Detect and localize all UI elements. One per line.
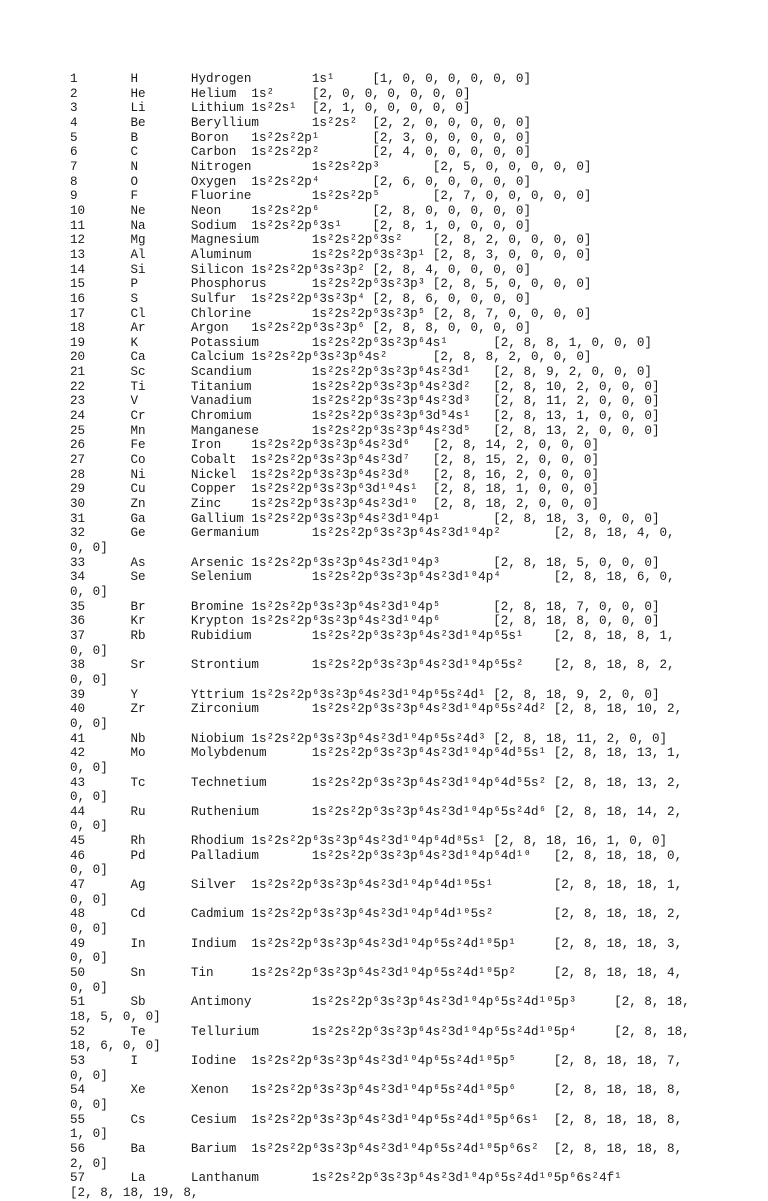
text-line: 12 Mg Magnesium 1s²2s²2p⁶3s² [2, 8, 2, 0, 0, 0, 0]	[70, 233, 592, 248]
text-line: 2 He Helium 1s² [2, 0, 0, 0, 0, 0, 0]	[70, 86, 471, 101]
text-line: 14 Si Silicon 1s²2s²2p⁶3s²3p² [2, 8, 4, 0, 0, 0, 0]	[70, 262, 532, 277]
text-line: 18 Ar Argon 1s²2s²2p⁶3s²3p⁶ [2, 8, 8, 0, 0, 0, 0]	[70, 321, 532, 336]
text-line: 24 Cr Chromium 1s²2s²2p⁶3s²3p⁶3d⁵4s¹ [2, 8, 13, 1, 0, 0, 0]	[70, 409, 660, 424]
text-line: 8 O Oxygen 1s²2s²2p⁴ [2, 6, 0, 0, 0, 0, 0]	[70, 174, 532, 189]
text-line: 54 Xe Xenon 1s²2s²2p⁶3s²3p⁶4s²3d¹⁰4p⁶5s²4d¹⁰5p⁶ [2, 8, 18, 18, 8, 0, 0]	[70, 1083, 690, 1112]
text-line: 51 Sb Antimony 1s²2s²2p⁶3s²3p⁶4s²3d¹⁰4p⁶5s²4d¹⁰5p³ [2, 8, 18, 18, 5, 0, 0]	[70, 995, 698, 1024]
text-line: 1 H Hydrogen 1s¹ [1, 0, 0, 0, 0, 0, 0]	[70, 72, 532, 86]
text-line: 27 Co Cobalt 1s²2s²2p⁶3s²3p⁶4s²3d⁷ [2, 8, 15, 2, 0, 0, 0]	[70, 453, 600, 468]
text-line: 31 Ga Gallium 1s²2s²2p⁶3s²3p⁶4s²3d¹⁰4p¹ [2, 8, 18, 3, 0, 0, 0]	[70, 511, 660, 526]
text-line: 52 Te Tellurium 1s²2s²2p⁶3s²3p⁶4s²3d¹⁰4p⁶5s²4d¹⁰5p⁴ [2, 8, 18, 18, 6, 0, 0]	[70, 1024, 698, 1054]
text-line: 36 Kr Krypton 1s²2s²2p⁶3s²3p⁶4s²3d¹⁰4p⁶ [2, 8, 18, 8, 0, 0, 0]	[70, 614, 660, 629]
text-line: 43 Tc Technetium 1s²2s²2p⁶3s²3p⁶4s²3d¹⁰4p⁶4d⁵5s² [2, 8, 18, 13, 2, 0, 0]	[70, 775, 690, 805]
text-line: 50 Sn Tin 1s²2s²2p⁶3s²3p⁶4s²3d¹⁰4p⁶5s²4d¹⁰5p² [2, 8, 18, 18, 4, 0, 0]	[70, 966, 690, 995]
text-line: 13 Al Aluminum 1s²2s²2p⁶3s²3p¹ [2, 8, 3, 0, 0, 0, 0]	[70, 247, 592, 262]
text-line: 21 Sc Scandium 1s²2s²2p⁶3s²3p⁶4s²3d¹ [2, 8, 9, 2, 0, 0, 0]	[70, 365, 652, 380]
text-line: 34 Se Selenium 1s²2s²2p⁶3s²3p⁶4s²3d¹⁰4p⁴ [2, 8, 18, 6, 0, 0, 0]	[70, 570, 683, 599]
text-line: 32 Ge Germanium 1s²2s²2p⁶3s²3p⁶4s²3d¹⁰4p² [2, 8, 18, 4, 0, 0, 0]	[70, 526, 683, 555]
text-line: 17 Cl Chlorine 1s²2s²2p⁶3s²3p⁵ [2, 8, 7, 0, 0, 0, 0]	[70, 306, 592, 321]
text-line: 35 Br Bromine 1s²2s²2p⁶3s²3p⁶4s²3d¹⁰4p⁵ [2, 8, 18, 7, 0, 0, 0]	[70, 599, 660, 614]
text-line: 10 Ne Neon 1s²2s²2p⁶ [2, 8, 0, 0, 0, 0, 0]	[70, 203, 532, 218]
text-line: 6 C Carbon 1s²2s²2p² [2, 4, 0, 0, 0, 0, 0]	[70, 145, 532, 160]
text-line: 49 In Indium 1s²2s²2p⁶3s²3p⁶4s²3d¹⁰4p⁶5s²4d¹⁰5p¹ [2, 8, 18, 18, 3, 0, 0]	[70, 936, 690, 966]
text-line: 41 Nb Niobium 1s²2s²2p⁶3s²3p⁶4s²3d¹⁰4p⁶5s²4d³ [2, 8, 18, 11, 2, 0, 0]	[70, 731, 668, 746]
text-line: 55 Cs Cesium 1s²2s²2p⁶3s²3p⁶4s²3d¹⁰4p⁶5s²4d¹⁰5p⁶6s¹ [2, 8, 18, 18, 8, 1, 0]	[70, 1112, 690, 1142]
text-line: 19 K Potassium 1s²2s²2p⁶3s²3p⁶4s¹ [2, 8, 8, 1, 0, 0, 0]	[70, 335, 652, 350]
text-line: 57 La Lanthanum 1s²2s²2p⁶3s²3p⁶4s²3d¹⁰4p⁶5s²4d¹⁰5p⁶6s²4f¹ [2, 8, 18, 19, 8,	[70, 1171, 675, 1200]
text-line: 23 V Vanadium 1s²2s²2p⁶3s²3p⁶4s²3d³ [2, 8, 11, 2, 0, 0, 0]	[70, 394, 660, 409]
text-line: 5 B Boron 1s²2s²2p¹ [2, 3, 0, 0, 0, 0, 0]	[70, 130, 532, 145]
text-line: 20 Ca Calcium 1s²2s²2p⁶3s²3p⁶4s² [2, 8, 8, 2, 0, 0, 0]	[70, 350, 592, 365]
text-line: 30 Zn Zinc 1s²2s²2p⁶3s²3p⁶4s²3d¹⁰ [2, 8, 18, 2, 0, 0, 0]	[70, 497, 600, 512]
text-line: 56 Ba Barium 1s²2s²2p⁶3s²3p⁶4s²3d¹⁰4p⁶5s²4d¹⁰5p⁶6s² [2, 8, 18, 18, 8, 2, 0]	[70, 1141, 690, 1171]
text-line: 26 Fe Iron 1s²2s²2p⁶3s²3p⁶4s²3d⁶ [2, 8, 14, 2, 0, 0, 0]	[70, 438, 600, 453]
text-line: 11 Na Sodium 1s²2s²2p⁶3s¹ [2, 8, 1, 0, 0, 0, 0]	[70, 218, 532, 233]
text-line: 22 Ti Titanium 1s²2s²2p⁶3s²3p⁶4s²3d² [2, 8, 10, 2, 0, 0, 0]	[70, 379, 660, 394]
text-line: 16 S Sulfur 1s²2s²2p⁶3s²3p⁴ [2, 8, 6, 0, 0, 0, 0]	[70, 291, 532, 306]
text-line: 25 Mn Manganese 1s²2s²2p⁶3s²3p⁶4s²3d⁵ [2, 8, 13, 2, 0, 0, 0]	[70, 423, 660, 438]
text-line: 33 As Arsenic 1s²2s²2p⁶3s²3p⁶4s²3d¹⁰4p³ [2, 8, 18, 5, 0, 0, 0]	[70, 555, 660, 570]
text-line: 37 Rb Rubidium 1s²2s²2p⁶3s²3p⁶4s²3d¹⁰4p⁶5s¹ [2, 8, 18, 8, 1, 0, 0]	[70, 628, 683, 658]
text-line: 28 Ni Nickel 1s²2s²2p⁶3s²3p⁶4s²3d⁸ [2, 8, 16, 2, 0, 0, 0]	[70, 467, 600, 482]
text-line: 47 Ag Silver 1s²2s²2p⁶3s²3p⁶4s²3d¹⁰4p⁶4d¹⁰5s¹ [2, 8, 18, 18, 1, 0, 0]	[70, 878, 690, 907]
text-line: 46 Pd Palladium 1s²2s²2p⁶3s²3p⁶4s²3d¹⁰4p⁶4d¹⁰ [2, 8, 18, 18, 0, 0, 0]	[70, 848, 690, 878]
text-line: 39 Y Yttrium 1s²2s²2p⁶3s²3p⁶4s²3d¹⁰4p⁶5s²4d¹ [2, 8, 18, 9, 2, 0, 0]	[70, 687, 660, 702]
text-line: 45 Rh Rhodium 1s²2s²2p⁶3s²3p⁶4s²3d¹⁰4p⁶4d⁸5s¹ [2, 8, 18, 16, 1, 0, 0]	[70, 834, 668, 849]
text-line: 4 Be Beryllium 1s²2s² [2, 2, 0, 0, 0, 0, 0]	[70, 115, 532, 130]
text-line: 40 Zr Zirconium 1s²2s²2p⁶3s²3p⁶4s²3d¹⁰4p⁶5s²4d² [2, 8, 18, 10, 2, 0, 0]	[70, 702, 690, 731]
text-line: 15 P Phosphorus 1s²2s²2p⁶3s²3p³ [2, 8, 5, 0, 0, 0, 0]	[70, 277, 592, 292]
element-configuration-list	[70, 72, 698, 1201]
text-line: 29 Cu Copper 1s²2s²2p⁶3s²3p⁶3d¹⁰4s¹ [2, 8, 18, 1, 0, 0, 0]	[70, 482, 600, 497]
text-line: 53 I Iodine 1s²2s²2p⁶3s²3p⁶4s²3d¹⁰4p⁶5s²4d¹⁰5p⁵ [2, 8, 18, 18, 7, 0, 0]	[70, 1053, 690, 1083]
text-line: 7 N Nitrogen 1s²2s²2p³ [2, 5, 0, 0, 0, 0, 0]	[70, 159, 592, 174]
text-line: 44 Ru Ruthenium 1s²2s²2p⁶3s²3p⁶4s²3d¹⁰4p⁶5s²4d⁶ [2, 8, 18, 14, 2, 0, 0]	[70, 804, 690, 834]
text-line: 42 Mo Molybdenum 1s²2s²2p⁶3s²3p⁶4s²3d¹⁰4p⁶4d⁵5s¹ [2, 8, 18, 13, 1, 0, 0]	[70, 746, 690, 775]
text-line: 9 F Fluorine 1s²2s²2p⁵ [2, 7, 0, 0, 0, 0, 0]	[70, 189, 592, 204]
text-line: 48 Cd Cadmium 1s²2s²2p⁶3s²3p⁶4s²3d¹⁰4p⁶4d¹⁰5s² [2, 8, 18, 18, 2, 0, 0]	[70, 907, 690, 937]
text-line: 3 Li Lithium 1s²2s¹ [2, 1, 0, 0, 0, 0, 0]	[70, 101, 471, 116]
text-line: 38 Sr Strontium 1s²2s²2p⁶3s²3p⁶4s²3d¹⁰4p⁶5s² [2, 8, 18, 8, 2, 0, 0]	[70, 658, 683, 687]
